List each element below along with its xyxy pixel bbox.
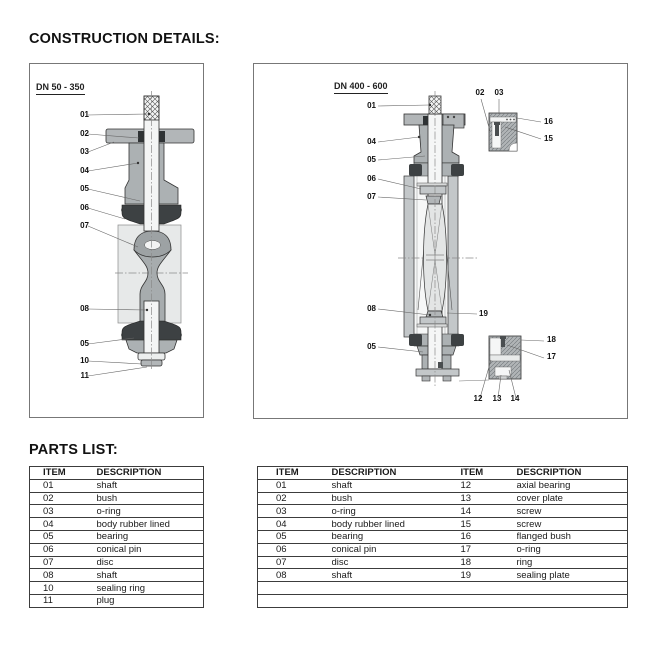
valve-drawing-dn400-600 — [254, 64, 627, 418]
description-cell: sealing plate — [517, 569, 628, 582]
callout-08: 08 — [80, 304, 89, 313]
table-row — [30, 569, 204, 582]
callout-02: 02 — [80, 129, 89, 138]
description-cell — [517, 582, 628, 595]
callout-10: 10 — [80, 356, 89, 365]
table-row — [258, 505, 628, 518]
item-cell: 03 — [258, 505, 332, 518]
table-row-empty — [258, 594, 628, 607]
item-cell — [461, 582, 517, 595]
parts-list-title: PARTS LIST: — [29, 442, 118, 458]
table-header-row — [258, 467, 628, 480]
item-cell: 04 — [30, 518, 97, 531]
table-row — [30, 556, 204, 569]
callout-07: 07 — [367, 192, 376, 201]
table-row-empty — [258, 582, 628, 595]
item-cell: 02 — [258, 492, 332, 505]
description-cell: conical pin — [332, 543, 461, 556]
description-cell: o-ring — [517, 543, 628, 556]
bottom-detail-inset — [489, 336, 521, 379]
item-cell — [461, 594, 517, 607]
item-cell — [258, 594, 332, 607]
description-cell: shaft — [332, 569, 461, 582]
description-cell — [332, 594, 461, 607]
callout-01: 01 — [367, 101, 376, 110]
item-cell: 13 — [461, 492, 517, 505]
table-row — [30, 530, 204, 543]
callout-18: 18 — [547, 335, 556, 344]
item-cell: 11 — [30, 594, 97, 607]
table-row — [30, 582, 204, 595]
item-cell: 08 — [258, 569, 332, 582]
item-cell: 08 — [30, 569, 97, 582]
callout-05: 05 — [80, 184, 89, 193]
col-header-description-2: DESCRIPTION — [517, 467, 628, 480]
description-cell — [332, 582, 461, 595]
callout-04: 04 — [367, 137, 376, 146]
col-header-item: ITEM — [30, 467, 97, 480]
table-row — [258, 518, 628, 531]
item-cell: 15 — [461, 518, 517, 531]
callout-05: 05 — [367, 155, 376, 164]
table-row — [30, 505, 204, 518]
callout-02: 02 — [475, 88, 485, 97]
description-cell: shaft — [97, 479, 204, 492]
item-cell: 01 — [30, 479, 97, 492]
item-cell: 03 — [30, 505, 97, 518]
table-row — [30, 543, 204, 556]
item-cell — [258, 582, 332, 595]
description-cell: conical pin — [97, 543, 204, 556]
item-cell: 17 — [461, 543, 517, 556]
table-row — [258, 530, 628, 543]
description-cell: flanged bush — [517, 530, 628, 543]
description-cell: sealing ring — [97, 582, 204, 595]
item-cell: 07 — [30, 556, 97, 569]
col-header-item: ITEM — [258, 467, 332, 480]
table-row — [30, 594, 204, 607]
conical-pin-collar — [417, 183, 447, 194]
callout-12: 12 — [473, 394, 483, 403]
item-cell: 16 — [461, 530, 517, 543]
description-cell: plug — [97, 594, 204, 607]
callout-05b: 05 — [80, 339, 89, 348]
valve-drawing-dn50-350 — [30, 64, 203, 417]
description-cell: axial bearing — [517, 479, 628, 492]
description-cell: ring — [517, 556, 628, 569]
callout-13: 13 — [492, 394, 502, 403]
section-connection-line — [459, 380, 489, 381]
callout-19: 19 — [479, 309, 488, 318]
item-cell: 05 — [30, 530, 97, 543]
item-cell: 14 — [461, 505, 517, 518]
table-row — [258, 556, 628, 569]
item-cell: 19 — [461, 569, 517, 582]
callout-15: 15 — [544, 134, 553, 143]
item-cell: 07 — [258, 556, 332, 569]
callout-17: 17 — [547, 352, 556, 361]
callout-06: 06 — [367, 174, 376, 183]
callout-06: 06 — [80, 203, 89, 212]
page-title: CONSTRUCTION DETAILS: — [29, 31, 220, 47]
description-cell: o-ring — [332, 505, 461, 518]
callout-16: 16 — [544, 117, 553, 126]
col-header-description: DESCRIPTION — [97, 467, 204, 480]
diagram-panel-dn50-350 — [29, 63, 204, 418]
description-cell: bush — [332, 492, 461, 505]
callout-11: 11 — [80, 371, 89, 380]
table-row — [258, 492, 628, 505]
callout-05b: 05 — [367, 342, 376, 351]
item-cell: 12 — [461, 479, 517, 492]
table-row — [30, 518, 204, 531]
callout-08: 08 — [367, 304, 376, 313]
description-cell: shaft — [97, 569, 204, 582]
callout-03: 03 — [494, 88, 504, 97]
bottom-plate — [416, 369, 459, 381]
table-row — [30, 492, 204, 505]
parts-table-dn50-350 — [29, 466, 204, 608]
description-cell: bush — [97, 492, 204, 505]
callout-01: 01 — [80, 110, 89, 119]
table-row — [258, 569, 628, 582]
col-header-description: DESCRIPTION — [332, 467, 461, 480]
item-cell: 06 — [30, 543, 97, 556]
callout-14: 14 — [510, 394, 520, 403]
variant-label-dn400-600: DN 400 - 600 — [334, 81, 388, 94]
description-cell: cover plate — [517, 492, 628, 505]
description-cell: screw — [517, 505, 628, 518]
description-cell: disc — [332, 556, 461, 569]
callout-03: 03 — [80, 147, 89, 156]
top-detail-inset — [489, 113, 517, 151]
description-cell — [517, 594, 628, 607]
callout-07: 07 — [80, 221, 89, 230]
callout-04: 04 — [80, 166, 89, 175]
item-cell: 02 — [30, 492, 97, 505]
item-cell: 05 — [258, 530, 332, 543]
description-cell: disc — [97, 556, 204, 569]
table-row — [30, 479, 204, 492]
item-cell: 18 — [461, 556, 517, 569]
parts-table-dn400-600 — [257, 466, 628, 608]
description-cell: screw — [517, 518, 628, 531]
description-cell: body rubber lined — [97, 518, 204, 531]
item-cell: 01 — [258, 479, 332, 492]
description-cell: bearing — [332, 530, 461, 543]
table-row — [258, 543, 628, 556]
description-cell: bearing — [97, 530, 204, 543]
item-cell: 04 — [258, 518, 332, 531]
item-cell: 06 — [258, 543, 332, 556]
diagram-panel-dn400-600 — [253, 63, 628, 419]
variant-label-dn50-350: DN 50 - 350 — [36, 82, 85, 95]
table-header-row — [30, 467, 204, 480]
description-cell: body rubber lined — [332, 518, 461, 531]
description-cell: shaft — [332, 479, 461, 492]
item-cell: 10 — [30, 582, 97, 595]
description-cell: o-ring — [97, 505, 204, 518]
table-row — [258, 479, 628, 492]
col-header-item-2: ITEM — [461, 467, 517, 480]
